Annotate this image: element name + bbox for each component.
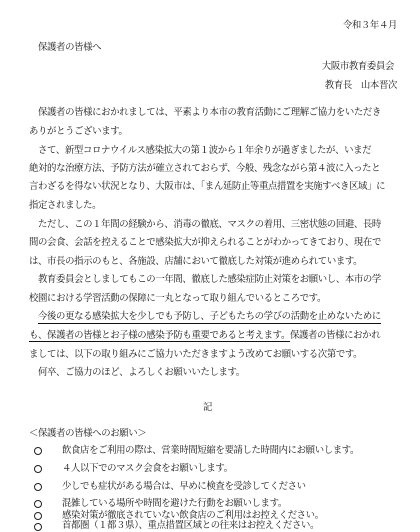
bullet-circle-icon <box>34 447 42 455</box>
body-p5-line-1: 今後の更なる感染拡大を少しでも予防し、子どもたちの学びの活動を止めないために <box>38 311 381 322</box>
request-item-text: 少しでも症状がある場合は、早めに検査を受診してください <box>62 481 306 492</box>
bullet-circle-icon <box>34 465 42 473</box>
body-p2-line-2: 絶対的な治療方法、予防方法が確立されておらず、今般、残念ながら第４波に入ったと <box>29 163 381 174</box>
addressee: 保護者の皆様へ <box>38 42 102 53</box>
bullet-circle-icon <box>34 483 42 491</box>
request-item-text: 飲食店をご利用の際は、営業時間短縮を要請した時間内にお願いします。 <box>62 445 360 456</box>
body-p3-line-3: は、市長の指示のもと、各施設、店舗において徹底した対策が進められています。 <box>29 256 363 267</box>
document-date: 令和３年４月 <box>342 20 397 31</box>
sender-person: 教育長 山本晋次 <box>324 80 397 91</box>
request-item-text: 感染対策が徹底されていない飲食店のご利用はお控えください。 <box>62 510 324 521</box>
bullet-circle-icon <box>34 500 42 508</box>
body-p1-line-2: ありがとうございます。 <box>29 126 128 137</box>
request-heading: ＜保護者の皆様へのお願い＞ <box>29 428 147 439</box>
body-p5-line-2-rest: 保護者の皆様におかれ <box>289 330 381 341</box>
body-p5-line-2 <box>29 330 380 342</box>
body-p3-line-2: 間の会食、会話を控えることで感染拡大が抑えられることがわかってきており、現在で <box>29 237 381 248</box>
body-p2-line-4: 指定されました。 <box>29 200 102 211</box>
sender-organization: 大阪市教育委員会 <box>321 61 394 72</box>
body-p5-line-2-underlined: も、保護者の皆様とお子様の感染予防も重要であると考えます。 <box>29 330 290 341</box>
body-p6: 何卒、ご協力のほど、よろしくお願いいたします。 <box>38 367 245 378</box>
body-p4-line-1: 教育委員会としましてもこの一年間、徹底した感染症防止対策をお願いし、本市の学 <box>38 274 381 285</box>
body-p2-line-1: さて、新型コロナウイルス感染拡大の第１波から１年余りが過ぎましたが、いまだ <box>38 145 372 156</box>
request-item-text: 首都圏（１都３県）、重点措置区域との往来はお控えください。 <box>62 520 320 531</box>
body-p4-line-2: 校園における学習活動の保障に一丸となって取り組んでいるところです。 <box>29 293 326 304</box>
body-p5-line-3: ましては、以下の取り組みにご協力いただきますよう改めてお願いする次第です。 <box>29 349 363 360</box>
bullet-circle-icon <box>34 512 42 520</box>
body-p2-line-3: 言わざるを得ない状況となり、大阪市は、「まん延防止等重点措置を実施すべき区域」に <box>29 181 386 192</box>
request-item-text: ４人以下でのマスク会食をお願いします。 <box>62 463 233 474</box>
bullet-circle-icon <box>34 523 42 531</box>
body-p1-line-1: 保護者の皆様におかれましては、平素より本市の教育活動にご理解ご協力をいただき <box>38 107 381 118</box>
request-item-text: 混雑している場所や時間を避けた行動をお願いします。 <box>62 498 287 509</box>
ki-heading: 記 <box>203 402 213 413</box>
body-p3-line-1: ただし、この１年間の経験から、消毒の徹底、マスクの着用、三密状態の回避、長時 <box>38 219 381 230</box>
